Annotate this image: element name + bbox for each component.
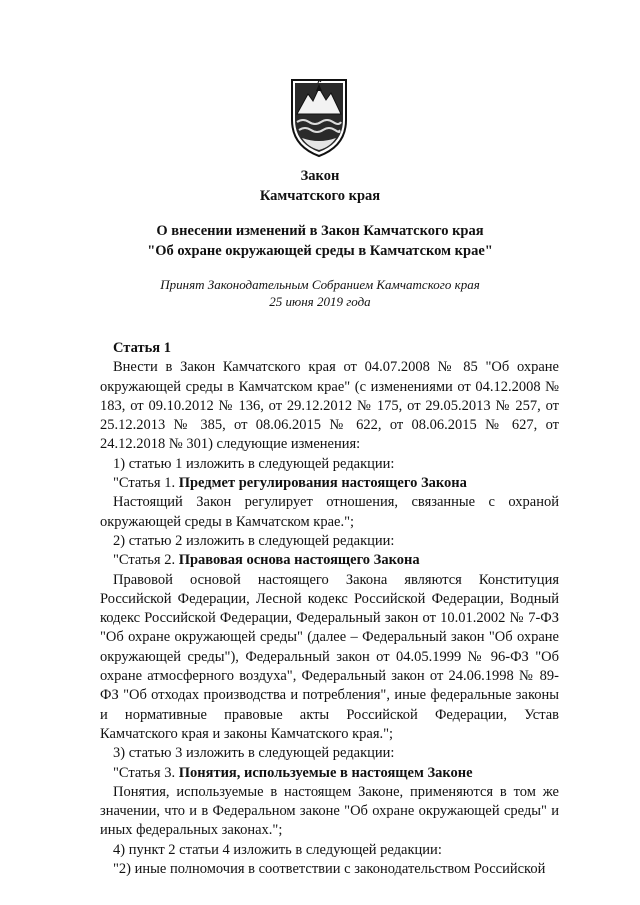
amendment-title-line-2: "Об охране окружающей среды в Камчатском крае" — [147, 243, 493, 259]
article-body — [100, 339, 559, 879]
article-1-title: Предмет регулирования настоящего Закона — [178, 475, 467, 492]
amendment-title-line-1: О внесении изменений в Закон Камчатского края — [156, 223, 484, 239]
law-word: Закон — [300, 168, 340, 184]
law-title — [0, 166, 640, 206]
article-2-text: Правовой основой настоящего Закона являются Конституция Российской Федерации, Лесной кодекс Российской Федерации, Водный кодекс Российской Федерации, Федеральный закон от 10.01.2002 № 7-ФЗ "Об охране окружающей среды" (далее – Федеральный закон "Об охране окружающей среды"), Федеральный закон от 04.05.1999 № 96-ФЗ "Об охране атмосферного воздуха", Федеральный закон от 24.06.1998 № 89-ФЗ "Об отходах производства и потребления", иные федеральные законы и нормативные правовые акты Российской Федерации, Устав Камчатского края и законы Камчатского края."; — [100, 571, 559, 742]
adoption-note — [0, 276, 640, 310]
article-intro: Внести в Закон Камчатского края от 04.07.2008 № 85 "Об охране окружающей среды в Камчатском крае" (с изменениями от 04.12.2008 № 183, от 09.10.2012 № 136, от 29.12.2012 № 175, от 29.05.2013 № 257, от 25.12.2013 № 385, от 08.06.2015 № 622, от 08.06.2015 № 627, от 24.12.2018 № 301) следующие изменения: — [100, 359, 559, 453]
article-1-text: Настоящий Закон регулирует отношения, связанные с охраной окружающей среды в Камчатском крае."; — [100, 494, 559, 530]
article-3-prefix: "Статья 3. — [113, 764, 179, 781]
amendment-item-3: 3) статью 3 изложить в следующей редакции: — [113, 745, 395, 762]
kamchatka-coat-of-arms-icon — [288, 74, 350, 158]
article-1-heading — [100, 474, 559, 493]
article-1-prefix: "Статья 1. — [113, 475, 179, 492]
amendment-item-4: 4) пункт 2 статьи 4 изложить в следующей редакции: — [113, 841, 442, 858]
article-2-heading — [100, 551, 559, 570]
article-3-title: Понятия, используемые в настоящем Законе — [178, 764, 473, 781]
article-3-text: Понятия, используемые в настоящем Законе, применяются в том же значении, что и в Федеральном законе "Об охране окружающей среды" и иных федеральных законах."; — [100, 783, 559, 839]
adoption-date: 25 июня 2019 года — [269, 294, 371, 309]
article-heading: Статья 1 — [113, 340, 171, 356]
article-3-heading — [100, 764, 559, 783]
amendment-title — [0, 221, 640, 261]
amendment-item-4-text: "2) иные полномочия в соответствии с законодательством Российской — [113, 861, 546, 878]
law-region: Камчатского края — [259, 188, 381, 204]
amendment-item-1: 1) статью 1 изложить в следующей редакции: — [113, 455, 395, 472]
article-2-prefix: "Статья 2. — [113, 552, 179, 569]
adoption-note-line-1: Принят Законодательным Собранием Камчатского края — [160, 277, 480, 292]
amendment-item-2: 2) статью 2 изложить в следующей редакции: — [113, 532, 395, 549]
article-2-title: Правовая основа настоящего Закона — [178, 552, 420, 569]
